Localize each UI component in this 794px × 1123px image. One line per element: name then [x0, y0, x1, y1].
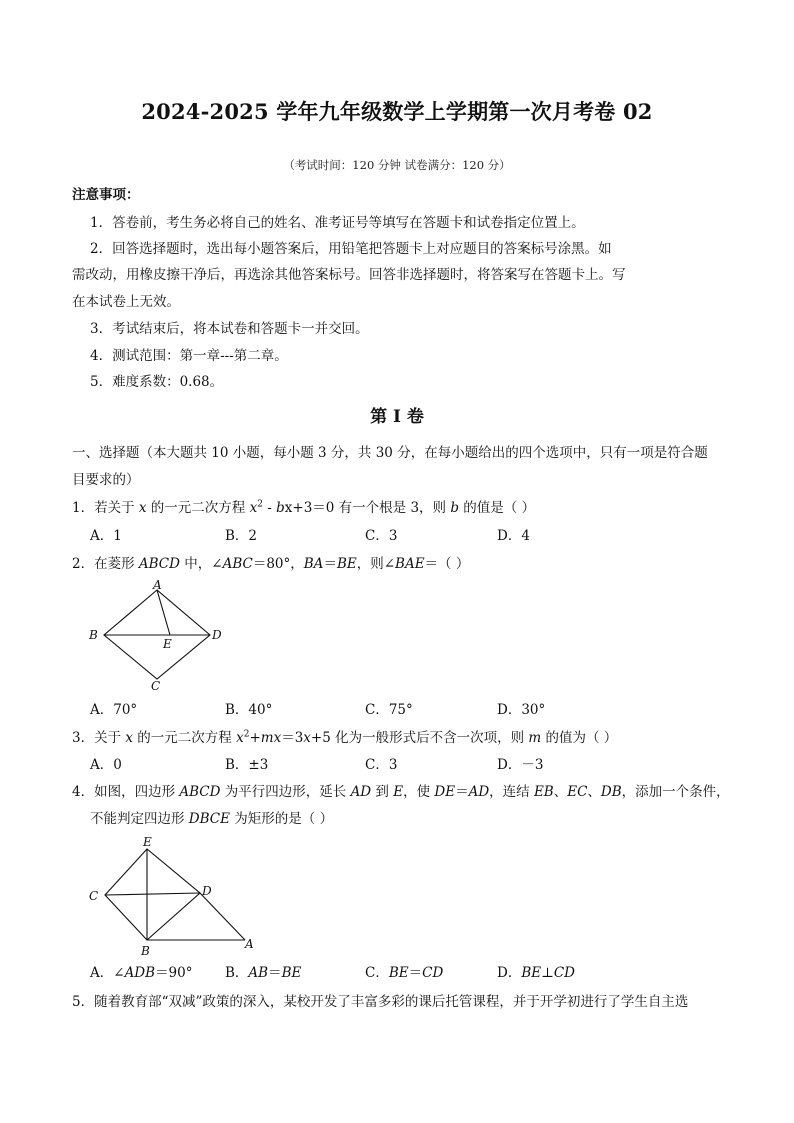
q1-option-a: A．1 — [90, 528, 122, 544]
q1-option-d: D．4 — [497, 528, 530, 544]
label-e: E — [143, 835, 152, 849]
q4-option-c: C．BE＝CD — [365, 965, 444, 981]
question-1: 1．若关于 x 的一元二次方程 $x^2 - bx+3=0$ 有一个根是 3，则 b 的值是（ ） — [72, 499, 536, 516]
notice-item: 需改动，用橡皮擦干净后，再选涂其他答案标号。回答非选择题时，将答案写在答题卡上。写 — [72, 267, 626, 283]
notice-heading: 注意事项： — [72, 187, 140, 203]
notice-item: 4．测试范围：第一章---第二章。 — [90, 348, 288, 364]
label-a: A — [153, 578, 162, 592]
q2-option-d: D．30° — [497, 702, 546, 718]
q3-option-a: A．0 — [90, 757, 122, 773]
question-4: 4．如图，四边形 ABCD 为平行四边形，延长 AD 到 E，使 DE＝AD，连结 EB、EC、DB，添加一个条件， — [72, 784, 730, 800]
label-c: C — [151, 679, 161, 693]
section-heading: 一、选择题（本大题共 10 小题，每小题 3 分，共 30 分，在每小题给出的四个选项中，只有一项是符合题 — [72, 445, 708, 461]
q4-option-d: D．BE⊥CD — [497, 965, 575, 981]
q4-option-b: B．AB＝BE — [225, 965, 302, 981]
exam-title: 2024-2025 学年九年级数学上学期第一次月考卷 02 — [141, 99, 653, 124]
question-4-cont: 不能判定四边形 DBCE 为矩形的是（ ） — [90, 811, 334, 827]
q1-option-b: B．2 — [225, 528, 258, 544]
notice-item: 1．答卷前，考生务必将自己的姓名、准考证号等填写在答题卡和试卷指定位置上。 — [90, 215, 585, 231]
q2-option-b: B．40° — [225, 702, 273, 718]
notice-item: 5．难度系数：0.68。 — [90, 374, 224, 390]
segment-da — [200, 893, 245, 940]
q4-option-a: A．∠ADB＝90° — [90, 965, 193, 981]
question-3: 3．关于 x 的一元二次方程 $x^2+mx=3x+5$ 化为一般形式后不含一次项，则 m 的值为（ ） — [72, 729, 618, 746]
label-c: C — [89, 889, 99, 903]
q1-option-c: C．3 — [365, 528, 398, 544]
label-a: A — [245, 937, 254, 951]
q3-option-d: D．－3 — [497, 757, 544, 773]
part-title: 第 Ⅰ 卷 — [370, 407, 424, 427]
label-b: B — [141, 944, 150, 958]
exam-subtitle: （考试时间：120 分钟 试卷满分：120 分） — [283, 158, 511, 172]
notice-item: 在本试卷上无效。 — [72, 294, 180, 310]
q3-option-c: C．3 — [365, 757, 398, 773]
label-d: D — [202, 884, 212, 898]
notice-item: 3．考试结束后，将本试卷和答题卡一并交回。 — [90, 321, 369, 337]
label-d: D — [212, 628, 222, 642]
q2-option-c: C．75° — [365, 702, 413, 718]
q3-option-b: B．±3 — [225, 757, 269, 773]
label-e: E — [163, 637, 172, 651]
segment-cd — [105, 893, 200, 895]
question-5: 5．随着教育部“双减”政策的深入，某校开发了丰富多彩的课后托管课程，并于开学初进行了学生自主选 — [72, 994, 689, 1010]
notice-item: 2．回答选择题时，选出每小题答案后，用铅笔把答题卡上对应题目的答案标号涂黑。如 — [90, 241, 612, 257]
section-heading-cont: 目要求的） — [72, 472, 140, 488]
label-b: B — [89, 628, 98, 642]
question-2: 2．在菱形 ABCD 中，∠ABC＝80°，BA＝BE，则∠BAE＝（ ） — [72, 556, 470, 572]
q2-option-a: A．70° — [90, 702, 138, 718]
